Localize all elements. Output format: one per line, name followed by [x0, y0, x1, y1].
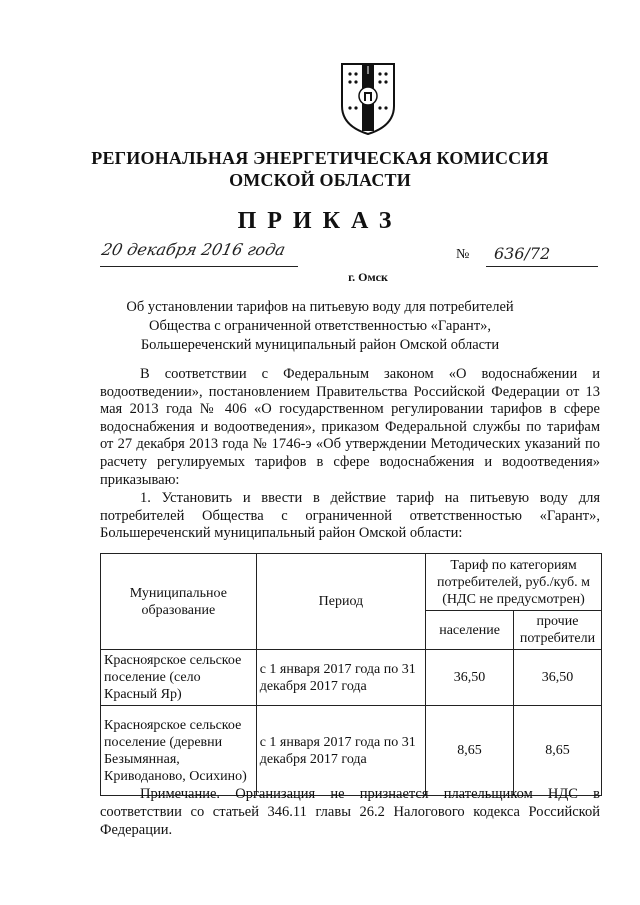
- row-period: с 1 января 2017 года по 31 декабря 2017 года: [256, 706, 425, 796]
- header-period: Период: [256, 554, 425, 650]
- handwritten-date: 20 декабря 2016 года: [99, 240, 288, 259]
- subject-line-3: Большереченский муниципальный район Омской области: [140, 337, 500, 353]
- row-population-tariff: 36,50: [426, 650, 514, 706]
- date-underline: [100, 266, 298, 267]
- note-paragraph: Примечание. Организация не признается плательщиком НДС в соответствии со статьей 346.11 главы 26.2 Налогового кодекса Российской Федерации.: [100, 786, 600, 838]
- document-type-title: ПРИКАЗ: [237, 208, 403, 234]
- header-tariff: Тариф по категориям потребителей, руб./куб. м (НДС не предусмотрен): [426, 554, 602, 611]
- organization-name-line2: ОМСКОЙ ОБЛАСТИ: [229, 170, 411, 190]
- row-municipality: Красноярское сельское поселение (деревни Безымянная, Криводаново, Осихино): [101, 706, 257, 796]
- header-population: население: [426, 611, 514, 650]
- subject-line-2: Общества с ограниченной ответственностью «Гарант»,: [148, 318, 492, 334]
- row-period: с 1 января 2017 года по 31 декабря 2017 года: [256, 650, 425, 706]
- row-other-tariff: 8,65: [514, 706, 602, 796]
- organization-name-line1: РЕГИОНАЛЬНАЯ ЭНЕРГЕТИЧЕСКАЯ КОМИССИЯ: [91, 148, 549, 168]
- subject-line-1: Об установлении тарифов на питьевую воду для потребителей: [126, 299, 514, 315]
- row-municipality: Красноярское сельское поселение (село Красный Яр): [101, 650, 257, 706]
- table-header-row: [101, 554, 602, 611]
- city-label: г. Омск: [348, 270, 388, 284]
- row-other-tariff: 36,50: [514, 650, 602, 706]
- table-row: [101, 706, 602, 796]
- handwritten-number: 636/72: [494, 244, 551, 263]
- tariff-table: [100, 553, 602, 796]
- order-subject: [0, 298, 640, 355]
- header-other-consumers: прочие потребители: [514, 611, 602, 650]
- header-municipality: Муниципальное образование: [101, 554, 257, 650]
- number-sign: №: [456, 247, 470, 262]
- item-1-paragraph: 1. Установить и ввести в действие тариф на питьевую воду для потребителей Общества с ограниченной ответственностью «Гарант», Большереченский муниципальный район Омской области:: [100, 490, 600, 542]
- preamble-paragraph: В соответствии с Федеральным законом «О водоснабжении и водоотведении», постановлением Правительства Российской Федерации от 13 мая 2013 года № 406 «О государственном регулировании тарифов в сфере водоснабжения и водоотведения», приказом Федеральной службы по тарифам от 27 декабря 2013 года № 1746-э «Об утверждении Методических указаний по расчету регулируемых тарифов в сфере водоснабжения и водоотведения» приказываю:: [100, 366, 600, 488]
- coat-of-arms-emblem: [338, 60, 398, 136]
- row-population-tariff: 8,65: [426, 706, 514, 796]
- number-underline: [486, 266, 598, 267]
- table-row: [101, 650, 602, 706]
